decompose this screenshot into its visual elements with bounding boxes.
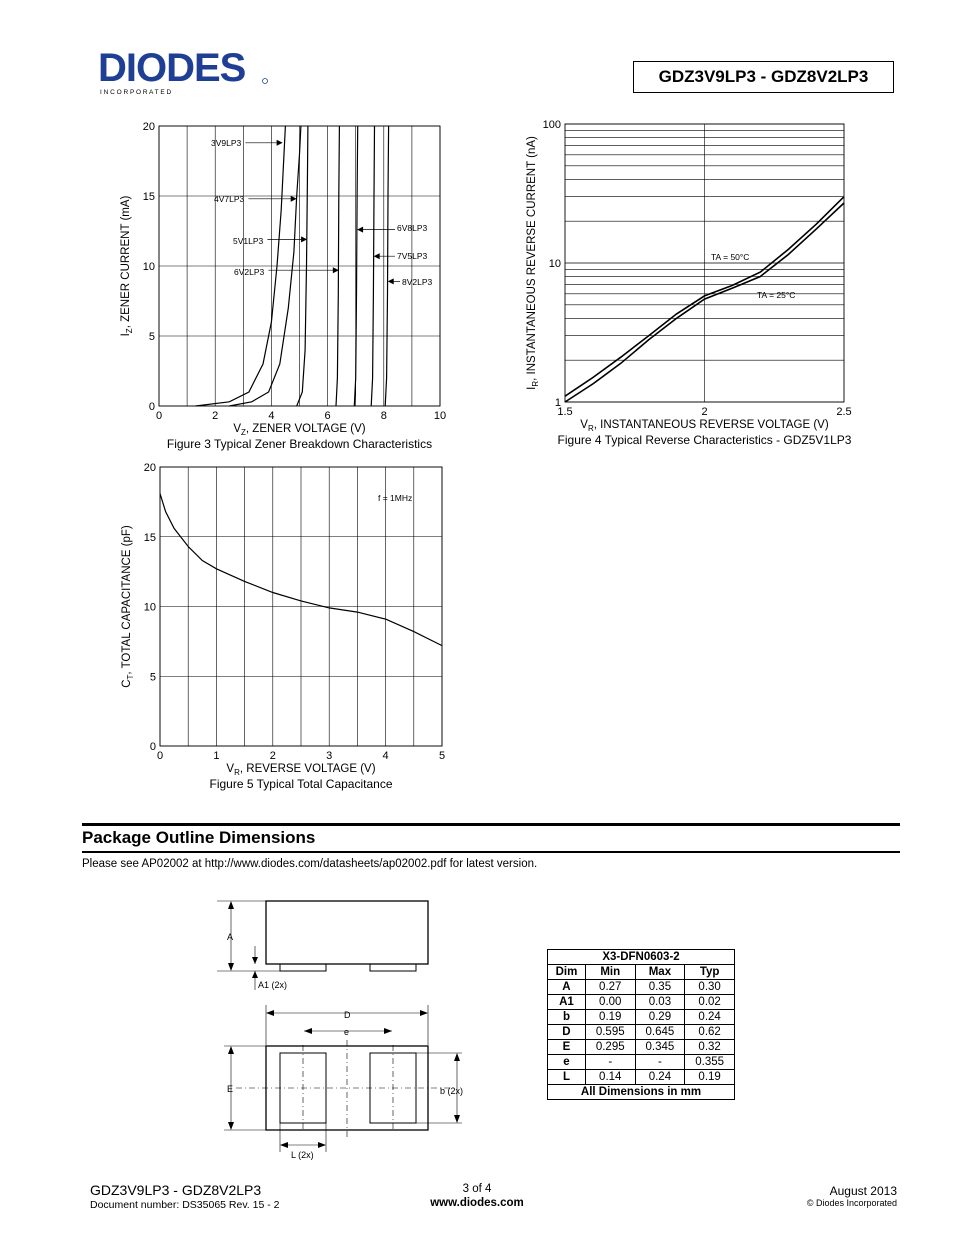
dimension-table-cell: 0.35	[635, 980, 685, 995]
part-range-title: GDZ3V9LP3 - GDZ8V2LP3	[658, 67, 869, 86]
y-tick-label: 15	[142, 191, 155, 203]
dimension-table-cell: 0.345	[635, 1040, 685, 1055]
dim-label-e-pitch: e	[344, 1027, 350, 1037]
y-axis-label: $I_R$, INSTANTANEOUS REVERSE CURRENT (nA)	[526, 136, 540, 390]
footer-website[interactable]: www.diodes.com	[430, 1197, 524, 1209]
dimension-table-footer: All Dimensions in mm	[548, 1085, 735, 1100]
dimension-table-title: X3-DFN0603-2	[548, 950, 735, 965]
series-label: 3V9LP3	[211, 138, 242, 148]
dimension-table-cell: E	[548, 1040, 586, 1055]
dimension-table-row	[548, 1055, 735, 1070]
dimension-table-row	[548, 1010, 735, 1025]
x-tick-label: 10	[433, 410, 447, 422]
x-tick-label: 4	[268, 410, 275, 422]
x-tick-label: 0	[156, 750, 164, 762]
dimension-table-cell: 0.19	[585, 1010, 635, 1025]
x-tick-label: 2	[269, 750, 276, 762]
x-tick-label: 5	[438, 750, 446, 762]
dimension-table-cell: e	[548, 1055, 586, 1070]
series-label: TA = 50°C	[711, 252, 750, 262]
x-tick-label: 8	[380, 410, 387, 422]
dimension-table	[547, 949, 735, 1100]
dimension-table-header-row	[548, 965, 735, 980]
annotation-frequency: f = 1MHz	[378, 493, 413, 503]
dimension-table-cell: 0.24	[685, 1010, 735, 1025]
series-label: 4V7LP3	[214, 194, 245, 204]
dimension-table-row	[548, 1070, 735, 1085]
dimension-table-cell: -	[635, 1055, 685, 1070]
dim-label-l: L (2x)	[291, 1150, 314, 1160]
dimension-table-cell: 0.29	[635, 1010, 685, 1025]
dimension-table-cell: 0.62	[685, 1025, 735, 1040]
x-tick-label: 2	[701, 406, 708, 418]
y-axis-label: $C_T$, TOTAL CAPACITANCE (pF)	[121, 525, 135, 688]
dimension-table-header: Max	[635, 965, 685, 980]
dimension-table-row	[548, 995, 735, 1010]
y-tick-label: 100	[542, 119, 561, 131]
y-tick-label: 10	[548, 258, 561, 270]
x-tick-label: 2	[212, 410, 219, 422]
y-tick-label: 5	[149, 671, 156, 684]
dimension-table-cell: -	[585, 1055, 635, 1070]
x-tick-label: 2.5	[836, 406, 852, 418]
series-label: 7V5LP3	[397, 251, 428, 261]
series-label: 6V8LP3	[397, 223, 428, 233]
dimension-table-row	[548, 1040, 735, 1055]
dimension-table-body	[548, 980, 735, 1085]
footer-doc-number: Document number: DS35065 Rev. 15 - 2	[90, 1199, 280, 1211]
package-note: Please see AP02002 at http://www.diodes.com/datasheets/ap02002.pdf for latest version.	[82, 858, 538, 870]
x-tick-label: 6	[324, 410, 331, 422]
dimension-table-cell: 0.30	[685, 980, 735, 995]
x-axis-label: $V_R$, INSTANTANEOUS REVERSE VOLTAGE (V)	[580, 419, 829, 433]
y-tick-label: 20	[142, 121, 155, 133]
dimension-table-cell: 0.03	[635, 995, 685, 1010]
x-tick-label: 1	[213, 750, 220, 762]
dimension-table-cell: 0.24	[635, 1070, 685, 1085]
dimension-table-cell: L	[548, 1070, 586, 1085]
dimension-table-cell: 0.32	[685, 1040, 735, 1055]
y-tick-label: 10	[142, 261, 155, 273]
figure-caption: Figure 4 Typical Reverse Characteristics - GDZ5V1LP3	[557, 433, 852, 447]
dim-label-d: D	[344, 1010, 351, 1020]
dimension-table-cell: 0.595	[585, 1025, 635, 1040]
dimension-table-cell: 0.355	[685, 1055, 735, 1070]
series-label: TA = 25°C	[757, 290, 796, 300]
dimension-table-header: Min	[585, 965, 635, 980]
dimension-table-cell: b	[548, 1010, 586, 1025]
dimension-table-row	[548, 1025, 735, 1040]
x-tick-label: 0	[155, 410, 163, 422]
dimension-table-cell: 0.645	[635, 1025, 685, 1040]
footer-date: August 2013	[829, 1184, 897, 1198]
y-axis-label: $I_Z$, ZENER CURRENT (mA)	[120, 195, 134, 337]
dimension-table-cell: A1	[548, 995, 586, 1010]
x-tick-label: 3	[326, 750, 333, 762]
logo-subtext: I N C O R P O R A T E D	[100, 89, 172, 96]
dimension-table-cell: D	[548, 1025, 586, 1040]
y-tick-label: 1	[554, 397, 561, 409]
package-side-body	[266, 901, 428, 964]
package-side-pad-left	[280, 964, 326, 971]
dimension-table-row	[548, 980, 735, 995]
dimension-table-header: Typ	[685, 965, 735, 980]
figure-caption: Figure 3 Typical Zener Breakdown Characteristics	[166, 437, 433, 451]
dimension-table-cell: 0.14	[585, 1070, 635, 1085]
y-tick-label: 20	[143, 462, 156, 474]
x-tick-label: 1.5	[557, 406, 573, 418]
x-tick-label: 4	[382, 750, 389, 762]
y-tick-label: 10	[143, 601, 156, 614]
figure-caption: Figure 5 Typical Total Capacitance	[209, 777, 393, 791]
footer-page-number: 3 of 4	[462, 1183, 492, 1195]
dim-label-e-width: E	[227, 1084, 234, 1094]
footer-part-range: GDZ3V9LP3 - GDZ8V2LP3	[90, 1182, 262, 1198]
series-label: 5V1LP3	[233, 236, 264, 246]
x-axis-label: $V_R$, REVERSE VOLTAGE (V)	[226, 763, 376, 777]
dimension-table-cell: 0.27	[585, 980, 635, 995]
dimension-table-cell: 0.02	[685, 995, 735, 1010]
logo-text: DIODES	[98, 48, 246, 90]
dimension-table-header: Dim	[548, 965, 586, 980]
x-axis-label: $V_Z$, ZENER VOLTAGE (V)	[233, 423, 366, 437]
y-tick-label: 5	[148, 331, 155, 343]
dim-label-a: A	[227, 932, 234, 942]
package-side-pad-right	[370, 964, 416, 971]
dimension-table-cell: 0.00	[585, 995, 635, 1010]
dimension-table-cell: 0.19	[685, 1070, 735, 1085]
y-tick-label: 0	[148, 401, 155, 413]
y-tick-label: 0	[149, 741, 156, 753]
footer-copyright: © Diodes Incorporated	[806, 1198, 897, 1208]
series-label: 8V2LP3	[402, 277, 433, 287]
y-tick-label: 15	[143, 531, 156, 544]
dimension-table-cell: A	[548, 980, 586, 995]
dim-label-a1: A1 (2x)	[258, 980, 288, 990]
package-section-title: Package Outline Dimensions	[82, 828, 316, 847]
series-label: 6V2LP3	[234, 267, 265, 277]
dim-label-b: b (2x)	[440, 1086, 464, 1096]
dimension-table-cell: 0.295	[585, 1040, 635, 1055]
